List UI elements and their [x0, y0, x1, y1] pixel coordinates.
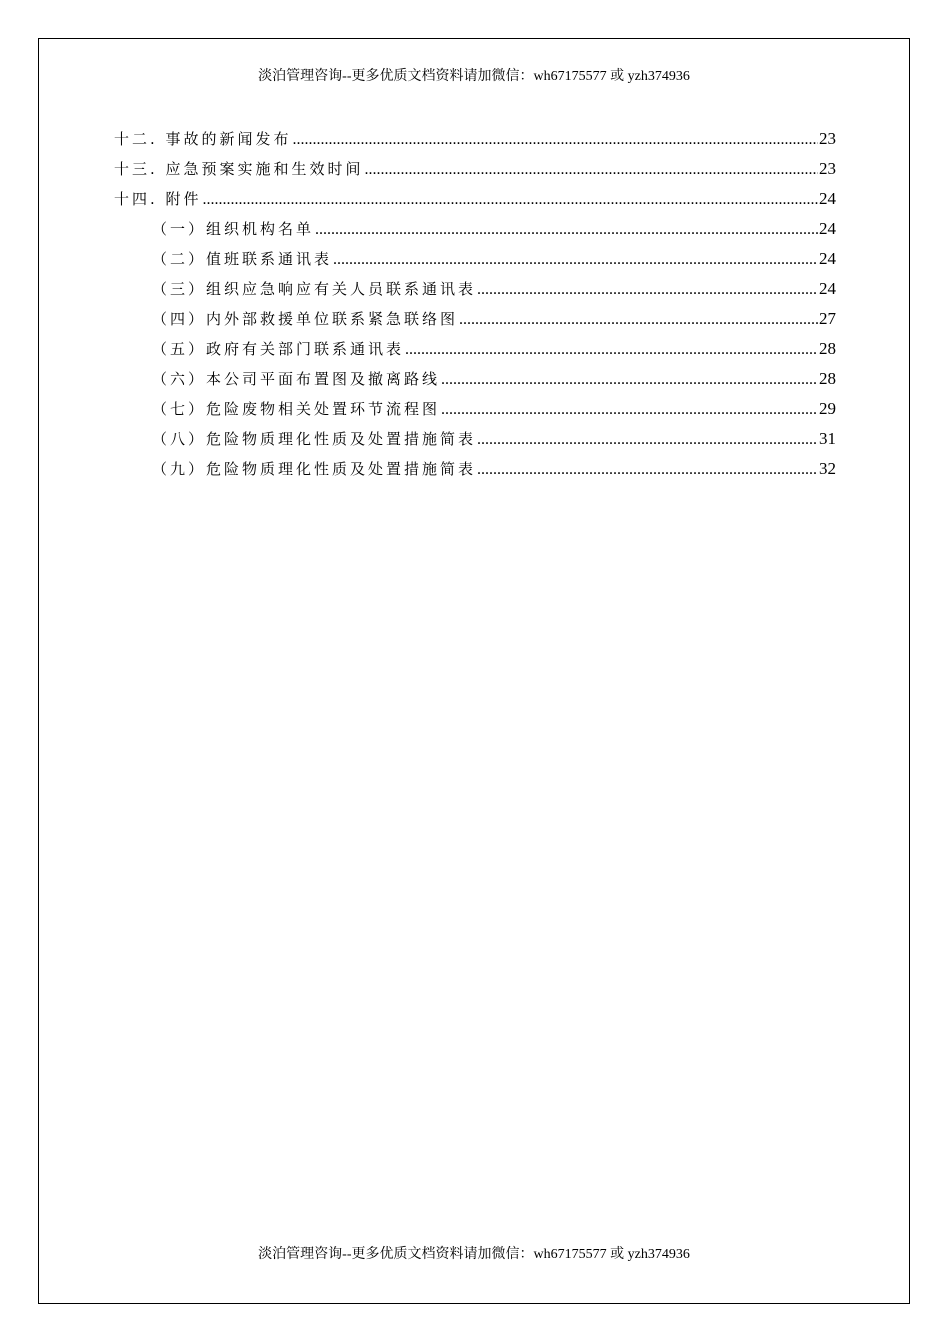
toc-entry[interactable]	[114, 424, 836, 454]
toc-entry-page: 24	[819, 189, 836, 208]
toc-dot-leader	[459, 305, 818, 335]
toc-entry-label: （七）危险废物相关处置环节流程图	[152, 400, 441, 418]
toc-dot-leader	[365, 155, 818, 185]
toc-entry-label: （六）本公司平面布置图及撤离路线	[152, 370, 441, 388]
toc-dot-leader	[441, 365, 818, 395]
toc-entry[interactable]	[114, 274, 836, 304]
toc-entry-page: 32	[819, 459, 836, 478]
toc-dot-leader	[315, 215, 818, 245]
toc-entry[interactable]	[114, 214, 836, 244]
toc-entry[interactable]	[114, 454, 836, 484]
toc-entry[interactable]	[114, 124, 836, 154]
toc-entry-page: 24	[819, 249, 836, 268]
page-header: 淡泊管理咨询--更多优质文档资料请加微信：wh67175577 或 yzh374936	[258, 69, 690, 84]
toc-entry[interactable]	[114, 334, 836, 364]
toc-entry[interactable]	[114, 304, 836, 334]
toc-entry-page: 31	[819, 429, 836, 448]
toc-dot-leader	[293, 125, 818, 155]
toc-dot-leader	[477, 455, 818, 485]
toc-entry-label: 十三. 应急预案实施和生效时间	[114, 160, 364, 178]
toc-entry-page: 28	[819, 369, 836, 388]
toc-dot-leader	[203, 185, 818, 215]
toc-entry-label: （二）值班联系通讯表	[152, 250, 333, 268]
toc-dot-leader	[405, 335, 818, 365]
toc-entry[interactable]	[114, 184, 836, 214]
toc-entry-label: （四）内外部救援单位联系紧急联络图	[152, 310, 459, 328]
page-footer: 淡泊管理咨询--更多优质文档资料请加微信：wh67175577 或 yzh374936	[258, 1247, 690, 1262]
toc-entry-label: （八）危险物质理化性质及处置措施简表	[152, 430, 477, 448]
toc-dot-leader	[333, 245, 818, 275]
toc-dot-leader	[441, 395, 818, 425]
toc-entry-label: 十四. 附件	[114, 190, 202, 208]
toc-entry-page: 27	[819, 309, 836, 328]
toc-entry-page: 28	[819, 339, 836, 358]
toc-entry[interactable]	[114, 364, 836, 394]
toc-entry-page: 23	[819, 129, 836, 148]
toc-dot-leader	[477, 425, 818, 455]
toc-entry-label: （九）危险物质理化性质及处置措施简表	[152, 460, 477, 478]
toc-entry-label: （一）组织机构名单	[152, 220, 315, 238]
toc-entry[interactable]	[114, 154, 836, 184]
toc-entry-label: （五）政府有关部门联系通讯表	[152, 340, 405, 358]
toc-entry-label: （三）组织应急响应有关人员联系通讯表	[152, 280, 477, 298]
toc-entry-label: 十二. 事故的新闻发布	[114, 130, 292, 148]
toc-entry-page: 23	[819, 159, 836, 178]
toc-entry-page: 24	[819, 219, 836, 238]
toc-dot-leader	[477, 275, 818, 305]
toc-entry-page: 24	[819, 279, 836, 298]
toc-entry[interactable]	[114, 244, 836, 274]
toc-entry[interactable]	[114, 394, 836, 424]
toc-entry-page: 29	[819, 399, 836, 418]
table-of-contents	[114, 124, 836, 484]
